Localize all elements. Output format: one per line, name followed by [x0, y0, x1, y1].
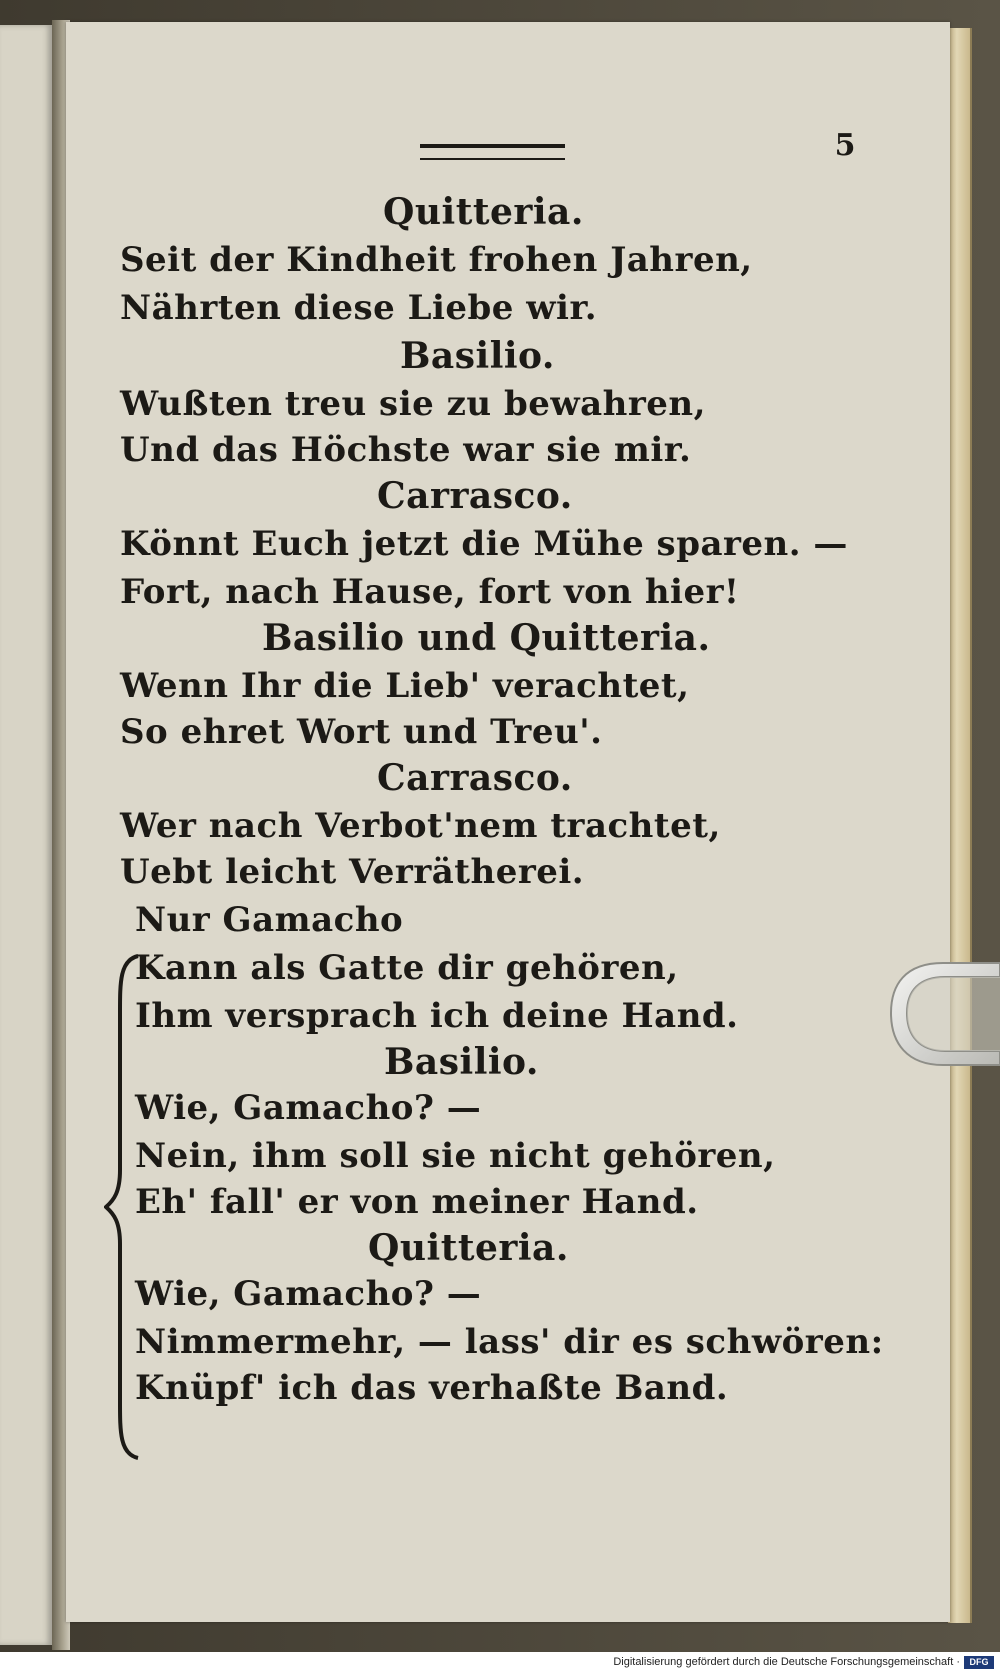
speaker-heading: Carrasco.	[377, 475, 573, 517]
footer-bar	[0, 1652, 1000, 1674]
verse-line: Seit der Kindheit frohen Jahren,	[120, 240, 753, 280]
verse-line: Wie, Gamacho? —	[135, 1088, 482, 1128]
verse-line: Nimmermehr, — lass' dir es schwören:	[135, 1322, 884, 1362]
verse-line: Und das Höchste war sie mir.	[120, 430, 692, 470]
header-rule	[420, 144, 565, 160]
facing-page-edge	[0, 25, 52, 1645]
verse-line: Fort, nach Hause, fort von hier!	[120, 572, 740, 612]
page-block-edge	[948, 28, 972, 1623]
verse-line: Nährten diese Liebe wir.	[120, 288, 598, 328]
speaker-heading: Quitteria.	[383, 191, 584, 233]
speaker-heading: Basilio und Quitteria.	[262, 617, 711, 659]
verse-line: Ihm versprach ich deine Hand.	[135, 996, 739, 1036]
verse-line: So ehret Wort und Treu'.	[120, 712, 603, 752]
speaker-heading: Basilio.	[384, 1041, 539, 1083]
dfg-badge: DFG	[964, 1656, 994, 1669]
footer-credit: Digitalisierung gefördert durch die Deutsche Forschungsgemeinschaft ·	[613, 1656, 960, 1668]
verse-line: Uebt leicht Verrätherei.	[120, 852, 585, 892]
verse-line: Wußten treu sie zu bewahren,	[120, 384, 706, 424]
speaker-heading: Quitteria.	[368, 1227, 569, 1269]
verse-line: Wenn Ihr die Lieb' verachtet,	[120, 666, 690, 706]
verse-line: Wie, Gamacho? —	[135, 1274, 482, 1314]
page-number: 5	[834, 128, 856, 163]
verse-line: Knüpf' ich das verhaßte Band.	[135, 1368, 729, 1408]
verse-line: Kann als Gatte dir gehören,	[135, 948, 679, 988]
verse-line: Nein, ihm soll sie nicht gehören,	[135, 1136, 776, 1176]
curly-brace	[104, 952, 142, 1462]
verse-line: Nur Gamacho	[135, 900, 404, 940]
speaker-heading: Carrasco.	[377, 757, 573, 799]
page-clip	[883, 955, 1000, 1075]
verse-line: Wer nach Verbot'nem trachtet,	[120, 806, 721, 846]
speaker-heading: Basilio.	[400, 335, 555, 377]
verse-line: Eh' fall' er von meiner Hand.	[135, 1182, 699, 1222]
verse-line: Könnt Euch jetzt die Mühe sparen. —	[120, 524, 848, 564]
